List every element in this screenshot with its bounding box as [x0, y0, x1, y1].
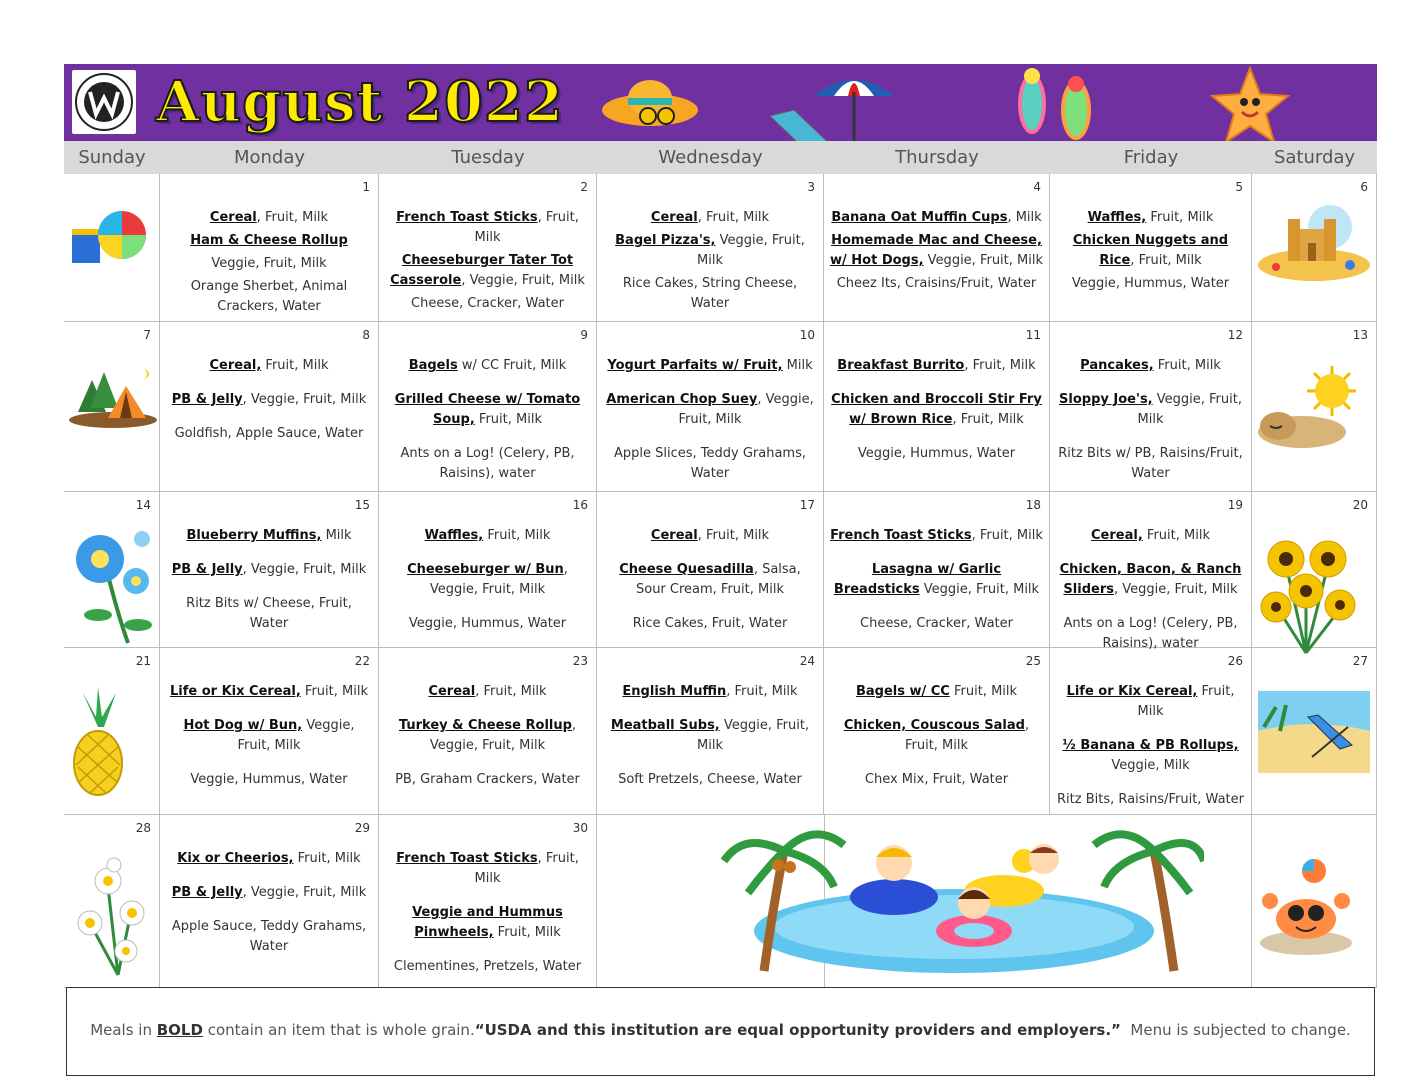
lunch-line [603, 231, 817, 271]
lunch-line [166, 883, 372, 903]
day-header-wednesday: Wednesday [597, 141, 825, 174]
menu-items [166, 208, 372, 317]
menu-text: Fruit, Milk [293, 851, 361, 866]
breakfast-line [385, 682, 590, 702]
snack-line [166, 254, 372, 274]
lunch-line [603, 390, 817, 430]
day-cell [1050, 174, 1252, 322]
blue-flowers-icon [68, 525, 158, 649]
whole-grain-item: Life or Kix Cereal, [1066, 684, 1198, 699]
breakfast-line [166, 849, 372, 869]
day-number: 7 [143, 328, 151, 342]
lunch-line [385, 390, 590, 430]
whole-grain-item: Blueberry Muffins, [186, 528, 322, 543]
snack-line [385, 294, 590, 314]
menu-text: Veggie, Fruit, Milk [1137, 392, 1242, 427]
day-header-tuesday: Tuesday [379, 141, 598, 174]
day-cell [597, 648, 824, 815]
menu-text: Veggie, Fruit, Milk [923, 253, 1043, 268]
breakfast-line [830, 526, 1043, 546]
breakfast-line [385, 849, 590, 889]
menu-items [1056, 356, 1245, 484]
breakfast-line [830, 356, 1043, 376]
w-logo-icon [72, 70, 136, 134]
menu-text: Veggie, Milk [1111, 758, 1190, 773]
whole-grain-item: Bagels w/ CC [855, 684, 950, 699]
menu-items [1056, 682, 1245, 810]
whole-grain-item: Waffles, [424, 528, 484, 543]
whole-grain-item: Chicken and Broccoli Stir Fry w/ Brown Rice [831, 392, 1042, 427]
menu-items [385, 208, 590, 314]
whole-grain-item: Chicken Nuggets and Rice [1072, 233, 1229, 268]
lunch-line [1056, 390, 1245, 430]
day-number: 29 [354, 821, 370, 835]
lunch-line [1056, 231, 1245, 271]
breakfast-line [166, 208, 372, 228]
snack-line [166, 277, 372, 317]
menu-text: , Veggie, Fruit, Milk [242, 392, 367, 407]
day-number: 1 [362, 180, 370, 194]
snack-line [830, 274, 1043, 294]
day-number: 25 [1025, 654, 1041, 668]
menu-text: Fruit, Milk [261, 358, 329, 373]
saturday-cell [1252, 174, 1377, 322]
snack-line [385, 770, 590, 790]
snack-line [385, 614, 590, 634]
whole-grain-item: Homemade Mac and Cheese, w/ Hot Dogs, [830, 233, 1042, 268]
footer-prefix: Meals in [90, 1021, 157, 1039]
daisies-icon [68, 857, 158, 981]
whole-grain-item: French Toast Sticks [396, 210, 538, 225]
day-number: 12 [1227, 328, 1243, 342]
menu-text: Veggie, Fruit, Milk [211, 256, 327, 271]
lunch-line [166, 560, 372, 580]
menu-text: , Fruit, Milk [697, 528, 770, 543]
snack-line [830, 770, 1043, 790]
breakfast-line [1056, 682, 1245, 722]
sandcastle-icon [1256, 203, 1372, 287]
day-cell [597, 174, 824, 322]
saturday-cell [1252, 815, 1377, 988]
menu-items [830, 356, 1043, 464]
whole-grain-item: PB & Jelly [171, 885, 243, 900]
day-number: 8 [362, 328, 370, 342]
day-number: 9 [580, 328, 588, 342]
menu-text: Fruit, Milk [1146, 210, 1214, 225]
day-number: 28 [135, 821, 151, 835]
menu-text: , Fruit, Milk [475, 684, 547, 699]
whole-grain-item: PB & Jelly [171, 562, 243, 577]
sunday-cell [64, 174, 160, 322]
whole-grain-item: Sloppy Joe's, [1059, 392, 1153, 407]
beach-toys-icon [68, 203, 148, 277]
whole-grain-item: English Muffin [622, 684, 727, 699]
day-number: 11 [1025, 328, 1041, 342]
day-cell [379, 492, 597, 648]
lunch-line [830, 560, 1043, 600]
page-title: August 2022 [156, 69, 564, 135]
crab-icon [1256, 857, 1356, 961]
whole-grain-item: Breakfast Burrito [837, 358, 965, 373]
menu-items [830, 526, 1043, 634]
day-cell [1050, 322, 1252, 492]
day-number: 17 [799, 498, 815, 512]
breakfast-line [385, 526, 590, 546]
menu-text: , Fruit, Milk [952, 412, 1024, 427]
menu-text: Fruit, Milk [483, 528, 551, 543]
day-number: 13 [1352, 328, 1368, 342]
menu-text: Fruit, Milk [1142, 528, 1210, 543]
menu-text: Goldfish, Apple Sauce, Water [174, 426, 364, 441]
whole-grain-item: Cereal [650, 528, 698, 543]
snack-line [166, 594, 372, 634]
saturday-cell [1252, 492, 1377, 648]
day-number: 30 [572, 821, 588, 835]
whole-grain-item: Kix or Cheerios, [177, 851, 294, 866]
saturday-cell [1252, 322, 1377, 492]
menu-items [603, 356, 817, 484]
calendar-grid [64, 141, 1377, 988]
whole-grain-item: Cheeseburger Tater Tot Casserole [390, 253, 574, 288]
menu-text: , Fruit, Milk [256, 210, 329, 225]
menu-text: , Fruit, Milk [697, 210, 770, 225]
day-cell [379, 815, 597, 988]
day-number: 5 [1235, 180, 1243, 194]
menu-text: Ritz Bits, Raisins/Fruit, Water [1057, 792, 1244, 807]
sunday-cell [64, 322, 160, 492]
day-cell [1050, 648, 1252, 815]
menu-items [385, 849, 590, 977]
breakfast-line [1056, 356, 1245, 376]
menu-items [603, 682, 817, 790]
whole-grain-item: Hot Dog w/ Bun, [183, 718, 303, 733]
day-header-friday: Friday [1050, 141, 1253, 174]
saturday-cell [1252, 648, 1377, 815]
menu-text: , Veggie, Fruit, Milk [242, 885, 367, 900]
menu-text: Ritz Bits w/ PB, Raisins/Fruit, Water [1058, 446, 1243, 481]
whole-grain-item: Ham & Cheese Rollup [190, 233, 348, 248]
whole-grain-item: Cereal, [209, 358, 262, 373]
menu-text: , Fruit, Milk [726, 684, 798, 699]
menu-items [1056, 526, 1245, 654]
menu-items [166, 526, 372, 634]
day-header-saturday: Saturday [1252, 141, 1378, 174]
lunch-line [166, 716, 372, 756]
menu-text: Fruit, Milk [949, 684, 1018, 699]
menu-text: Veggie, Fruit, Milk [697, 718, 810, 753]
breakfast-line [166, 356, 372, 376]
whole-grain-item: Bagel Pizza's, [615, 233, 716, 248]
day-header-monday: Monday [160, 141, 380, 174]
menu-text: Fruit, Milk [300, 684, 368, 699]
whole-grain-item: Chicken, Couscous Salad [843, 718, 1025, 733]
menu-text: Milk [782, 358, 813, 373]
sunday-cell [64, 648, 160, 815]
whole-grain-item: Banana Oat Muffin Cups [831, 210, 1008, 225]
day-header-sunday: Sunday [64, 141, 161, 174]
pool-party-illustration [704, 821, 1204, 985]
camping-tent-icon [68, 362, 158, 436]
menu-text: PB, Graham Crackers, Water [395, 772, 580, 787]
snack-line [166, 917, 372, 957]
menu-text: , Fruit, Milk [971, 528, 1043, 543]
starfish-icon [1210, 66, 1290, 146]
day-number: 6 [1360, 180, 1368, 194]
menu-text: Rice Cakes, Fruit, Water [632, 616, 788, 631]
snack-line [166, 424, 372, 444]
menu-items [166, 682, 372, 790]
day-cell [160, 815, 379, 988]
breakfast-line [830, 208, 1043, 228]
lunch-line [830, 716, 1043, 756]
snack-line [603, 614, 817, 634]
menu-text: , Veggie, Fruit, Milk [1113, 582, 1238, 597]
snack-line [830, 614, 1043, 634]
menu-text: , Milk [1007, 210, 1042, 225]
footer-middle: contain an item that is whole grain. [202, 1021, 475, 1039]
day-number: 22 [354, 654, 370, 668]
menu-text: Cheese, Cracker, Water [411, 296, 564, 311]
breakfast-line [603, 208, 817, 228]
beach-chair-icon [1256, 687, 1372, 781]
snack-line [603, 770, 817, 790]
breakfast-line [1056, 208, 1245, 228]
menu-text: , Fruit, Milk [474, 210, 579, 245]
snack-line [1056, 444, 1245, 484]
day-number: 3 [807, 180, 815, 194]
menu-items [166, 849, 372, 957]
footer-note [66, 987, 1375, 1076]
snack-line [1056, 790, 1245, 810]
whole-grain-item: Chicken, Bacon, & Ranch Sliders [1059, 562, 1242, 597]
menu-items [385, 356, 590, 484]
menu-text: Veggie, Hummus, Water [1071, 276, 1230, 291]
lunch-line [603, 716, 817, 756]
menu-text: Ritz Bits w/ Cheese, Fruit, Water [186, 596, 352, 631]
day-cell [824, 492, 1050, 648]
day-number: 19 [1227, 498, 1243, 512]
lunch-line [385, 716, 590, 756]
sunday-cell [64, 815, 160, 988]
whole-grain-item: Cheese Quesadilla [619, 562, 754, 577]
menu-text: , Fruit, Milk [474, 851, 579, 886]
lunch-line [1056, 560, 1245, 600]
whole-grain-item: Meatball Subs, [610, 718, 720, 733]
pineapple-icon [68, 687, 128, 801]
day-number: 15 [354, 498, 370, 512]
menu-text: Rice Cakes, String Cheese, Water [622, 276, 798, 311]
footer-suffix: Menu is subjected to change. [1120, 1021, 1351, 1039]
day-cell [379, 648, 597, 815]
whole-grain-item: Cereal, [1091, 528, 1143, 543]
day-cell [1050, 492, 1252, 651]
menu-text: Veggie, Hummus, Water [857, 446, 1016, 461]
day-cell [597, 492, 824, 648]
menu-text: Fruit, Milk [1153, 358, 1221, 373]
snack-line [1056, 274, 1245, 294]
whole-grain-item: Waffles, [1087, 210, 1147, 225]
breakfast-line [166, 526, 372, 546]
day-number: 26 [1227, 654, 1243, 668]
whole-grain-item: Pancakes, [1080, 358, 1154, 373]
breakfast-line [603, 682, 817, 702]
whole-grain-item: Turkey & Cheese Rollup [398, 718, 572, 733]
sleeping-dog-sun-icon [1256, 362, 1356, 456]
day-number: 2 [580, 180, 588, 194]
snack-line [830, 444, 1043, 464]
day-cell [160, 648, 379, 815]
whole-grain-item: PB & Jelly [171, 392, 243, 407]
menu-text: , Veggie, Fruit, Milk [242, 562, 367, 577]
day-number: 21 [135, 654, 151, 668]
snack-line [385, 444, 590, 484]
whole-grain-item: Cereal [209, 210, 257, 225]
menu-text: , Veggie, Fruit, Milk [429, 562, 568, 597]
lunch-line [830, 231, 1043, 271]
lunch-line [166, 390, 372, 410]
day-cell [379, 322, 597, 492]
snack-line [166, 770, 372, 790]
menu-text: Veggie, Fruit, Milk [697, 233, 805, 268]
whole-grain-item: Cereal [428, 684, 476, 699]
whole-grain-item: ½ Banana & PB Rollups, [1062, 738, 1239, 753]
breakfast-line [1056, 526, 1245, 546]
breakfast-line [603, 526, 817, 546]
day-number: 14 [135, 498, 151, 512]
menu-text: , Fruit, Milk [964, 358, 1036, 373]
lunch-line [603, 560, 817, 600]
flip-flops-icon [1004, 64, 1104, 140]
day-cell [824, 322, 1050, 492]
day-number: 10 [799, 328, 815, 342]
lunch-line [830, 390, 1043, 430]
menu-items [830, 682, 1043, 790]
menu-text: Apple Sauce, Teddy Grahams, Water [171, 919, 367, 954]
day-cell [824, 648, 1050, 815]
menu-text: Apple Slices, Teddy Grahams, Water [613, 446, 807, 481]
header-banner [64, 64, 1377, 141]
day-number: 18 [1025, 498, 1041, 512]
day-number: 4 [1033, 180, 1041, 194]
menu-text: Fruit, Milk [1137, 684, 1235, 719]
menu-text: , Fruit, Milk [904, 718, 1030, 753]
day-cell [160, 492, 379, 648]
breakfast-line [603, 356, 817, 376]
menu-text: Soft Pretzels, Cheese, Water [618, 772, 802, 787]
breakfast-line [385, 356, 590, 376]
menu-items [603, 208, 817, 314]
menu-text: Orange Sherbet, Animal Crackers, Water [190, 279, 348, 314]
menu-text: Cheez Its, Craisins/Fruit, Water [836, 276, 1037, 291]
menu-items [166, 356, 372, 444]
menu-text: Clementines, Pretzels, Water [393, 959, 582, 974]
whole-grain-item: French Toast Sticks [830, 528, 972, 543]
day-number: 23 [572, 654, 588, 668]
footer-bold-word: BOLD [156, 1021, 203, 1039]
menu-items [603, 526, 817, 634]
lunch-line [385, 251, 590, 291]
whole-grain-item: Yogurt Parfaits w/ Fruit, [607, 358, 783, 373]
menu-text: Veggie, Fruit, Milk [237, 718, 355, 753]
whole-grain-item: Bagels [408, 358, 458, 373]
menu-items [830, 208, 1043, 294]
menu-items [1056, 208, 1245, 294]
day-number: 27 [1352, 654, 1368, 668]
sunflowers-icon [1256, 525, 1356, 659]
menu-text: w/ CC Fruit, Milk [457, 358, 567, 373]
whole-grain-item: Cereal [650, 210, 698, 225]
day-cell [597, 322, 824, 492]
day-header-thursday: Thursday [824, 141, 1051, 174]
whole-grain-item: French Toast Sticks [396, 851, 538, 866]
menu-items [385, 526, 590, 634]
snack-line [385, 957, 590, 977]
day-cell [379, 174, 597, 322]
menu-text: , Veggie, Fruit, Milk [461, 273, 585, 288]
breakfast-line [830, 682, 1043, 702]
menu-text: , Veggie, Fruit, Milk [678, 392, 814, 427]
sun-hat-icon [600, 72, 704, 132]
menu-text: Veggie, Hummus, Water [408, 616, 567, 631]
menu-text: , Fruit, Milk [1130, 253, 1202, 268]
menu-text: Veggie, Hummus, Water [190, 772, 348, 787]
lunch-line [166, 231, 372, 251]
day-cell [160, 322, 379, 492]
menu-text: Fruit, Milk [474, 412, 542, 427]
menu-text: Cheese, Cracker, Water [860, 616, 1013, 631]
menu-items [385, 682, 590, 790]
menu-text: Milk [321, 528, 352, 543]
breakfast-line [166, 682, 372, 702]
whole-grain-item: Veggie and Hummus Pinwheels, [412, 905, 563, 940]
day-cell [160, 174, 379, 322]
menu-text: Ants on a Log! (Celery, PB, Raisins), water [1063, 616, 1238, 651]
lunch-line [385, 903, 590, 943]
menu-text: Veggie, Fruit, Milk [919, 582, 1040, 597]
whole-grain-item: Cheeseburger w/ Bun [407, 562, 564, 577]
menu-text: Ants on a Log! (Celery, PB, Raisins), water [400, 446, 575, 481]
day-number: 24 [799, 654, 815, 668]
footer-text [67, 1021, 1374, 1039]
whole-grain-item: Life or Kix Cereal, [169, 684, 301, 699]
whole-grain-item: Lasagna w/ Garlic Breadsticks [833, 562, 1002, 597]
menu-text: , Salsa, Sour Cream, Fruit, Milk [635, 562, 801, 597]
day-cell [824, 174, 1050, 322]
lunch-line [385, 560, 590, 600]
snack-line [603, 444, 817, 484]
menu-text: Chex Mix, Fruit, Water [864, 772, 1009, 787]
footer-statement: “USDA and this institution are equal opportunity providers and employers.” [474, 1021, 1121, 1039]
lunch-line [1056, 736, 1245, 776]
menu-text: , Veggie, Fruit, Milk [429, 718, 577, 753]
snack-line [603, 274, 817, 314]
day-number: 20 [1352, 498, 1368, 512]
breakfast-line [385, 208, 590, 248]
day-number: 16 [572, 498, 588, 512]
whole-grain-item: American Chop Suey [606, 392, 758, 407]
whole-grain-item: Grilled Cheese w/ Tomato Soup, [394, 392, 581, 427]
menu-text: Fruit, Milk [493, 925, 561, 940]
sunday-cell [64, 492, 160, 648]
